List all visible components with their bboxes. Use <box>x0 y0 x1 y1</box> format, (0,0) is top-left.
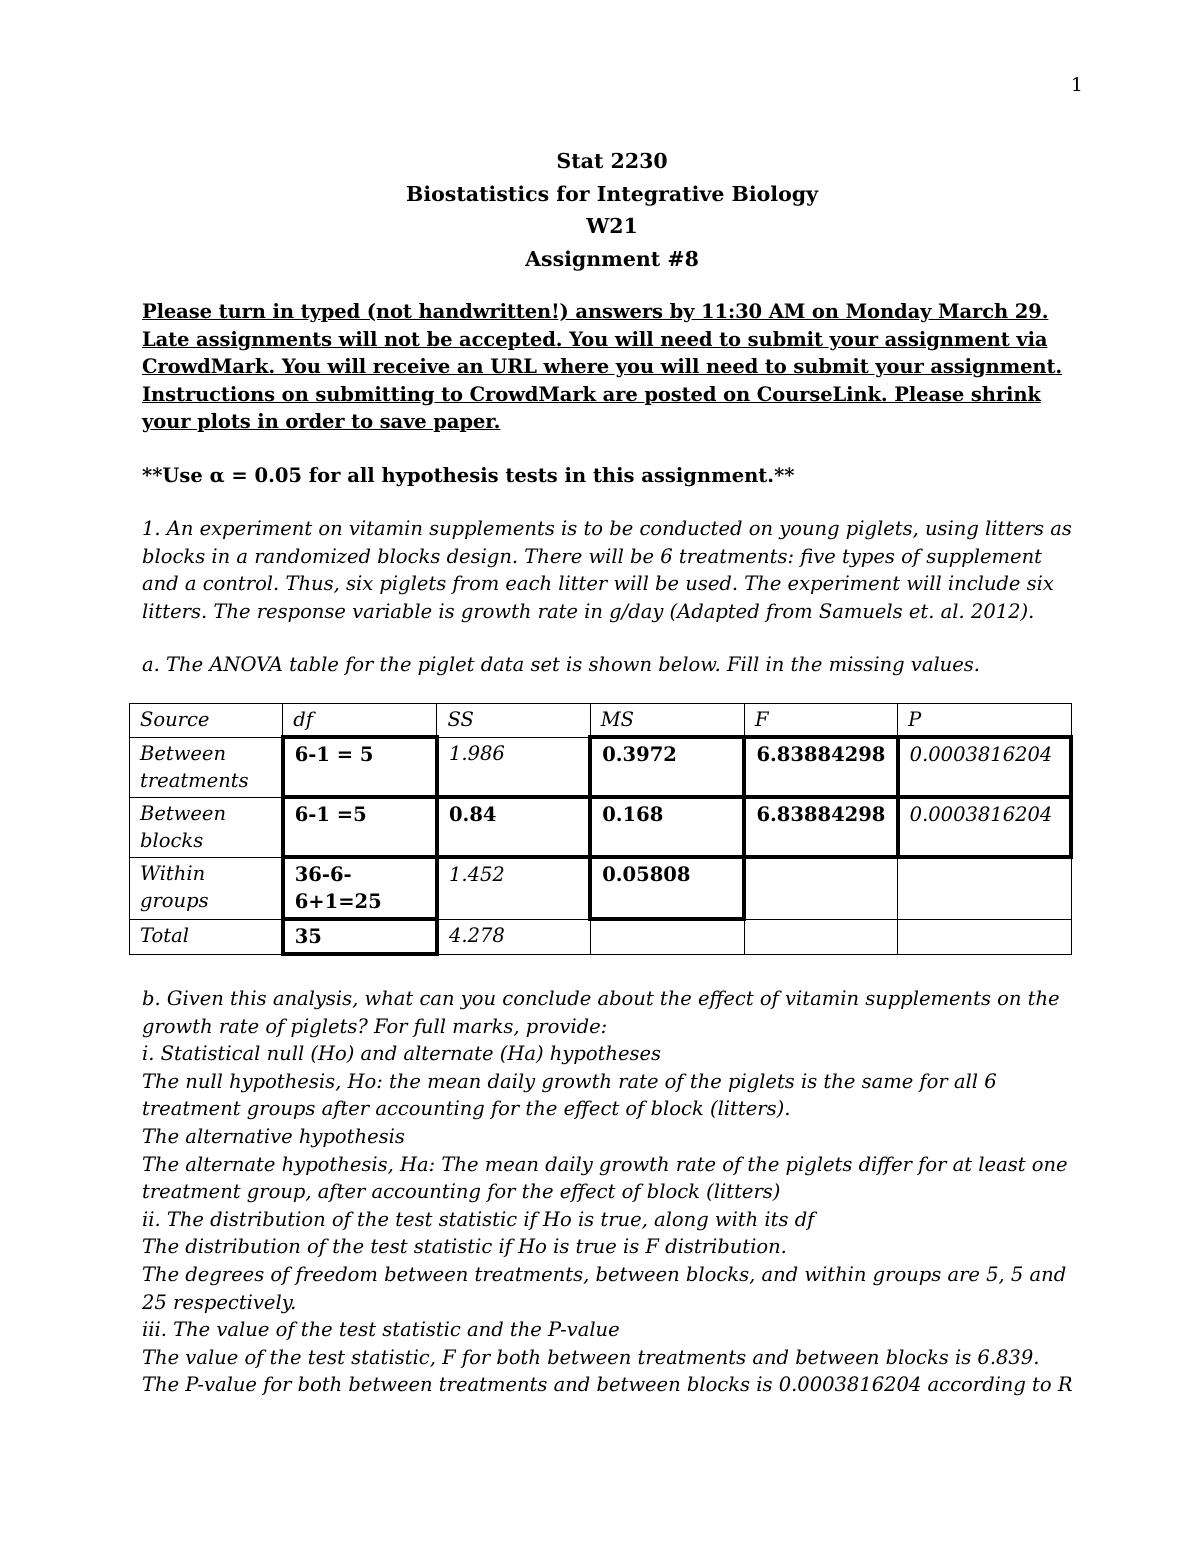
part-b-i: i. Statistical null (Ho) and alternate (Ha) hypotheses <box>142 1042 662 1066</box>
header-p: P <box>898 704 1071 738</box>
row-source: Within groups <box>130 857 283 919</box>
row-f: 6.83884298 <box>744 797 897 857</box>
row-df: 6-1 =5 <box>283 797 437 857</box>
part-b-prompt: b. Given this analysis, what can you conclude about the effect of vitamin supplements on the growth rate of piglets? For full marks, provide: <box>142 987 1060 1038</box>
row-df: 6-1 = 5 <box>283 737 437 797</box>
row-ms: 0.168 <box>590 797 744 857</box>
row-p: 0.0003816204 <box>898 797 1071 857</box>
row-ms: 0.3972 <box>590 737 744 797</box>
part-b-iii: iii. The value of the test statistic and the P-value <box>142 1318 620 1342</box>
row-df: 36-6-6+1=25 <box>283 857 437 919</box>
row-ms: 0.05808 <box>590 857 744 919</box>
alt-hypothesis-label: The alternative hypothesis <box>142 1124 405 1148</box>
row-df: 35 <box>283 919 437 954</box>
header-ms: MS <box>590 704 744 738</box>
table-row <box>130 737 1072 797</box>
part-b-ii: ii. The distribution of the test statistic if Ho is true, along with its df <box>142 1207 815 1231</box>
row-f <box>744 857 897 919</box>
p-value-answer: The P-value for both between treatments and between blocks is 0.0003816204 according to R <box>142 1373 1073 1397</box>
test-statistic-answer: The value of the test statistic, F for both between treatments and between blocks is 6.839. <box>142 1345 1040 1369</box>
header-df: df <box>283 704 437 738</box>
row-source: Total <box>130 919 283 954</box>
table-row <box>130 797 1072 857</box>
title-block <box>142 145 1082 275</box>
question-1a-text: a. The ANOVA table for the piglet data set is shown below. Fill in the missing values. <box>142 653 980 676</box>
table-row <box>130 919 1072 954</box>
row-ss: 1.452 <box>437 857 590 919</box>
row-ss: 0.84 <box>437 797 590 857</box>
question-1b <box>142 985 1082 1399</box>
row-f: 6.83884298 <box>744 737 897 797</box>
header-source: Source <box>130 704 283 738</box>
course-code: Stat 2230 <box>556 149 668 173</box>
row-ss: 1.986 <box>437 737 590 797</box>
distribution-answer: The distribution of the test statistic if Ho is true is F distribution. <box>142 1235 787 1259</box>
table-row <box>130 857 1072 919</box>
null-hypothesis: The null hypothesis, Ho: the mean daily growth rate of the piglets is the same for all 6 treatment groups after accounting for the effect of block (litters). <box>142 1069 997 1121</box>
course-title: Biostatistics for Integrative Biology <box>406 181 818 206</box>
term: W21 <box>586 214 638 238</box>
row-p: 0.0003816204 <box>898 737 1071 797</box>
page-number: 1 <box>1070 74 1083 96</box>
anova-table <box>129 703 1073 956</box>
assignment-title: Assignment #8 <box>525 246 699 271</box>
alt-hypothesis: The alternate hypothesis, Ha: The mean daily growth rate of the piglets differ for at least one treatment group, after accounting for the effect of block (litters) <box>142 1152 1068 1204</box>
row-f <box>744 919 897 954</box>
row-source: Between blocks <box>130 797 283 857</box>
table-header-row <box>130 704 1072 738</box>
header-ss: SS <box>437 704 590 738</box>
row-source: Between treatments <box>130 737 283 797</box>
row-p <box>898 857 1071 919</box>
submission-notice: Please turn in typed (not handwritten!) answers by 11:30 AM on Monday March 29. Late assignments will not be accepted. You will need to submit your assignment via CrowdMark. You will receive an URL where you will need to submit your assignment. Instructions on submitting to CrowdMark are posted on CourseLink. Please shrink your plots in order to save paper. <box>142 300 1063 433</box>
header-f: F <box>744 704 897 738</box>
document-body <box>140 145 1082 1397</box>
row-ms <box>590 919 744 954</box>
df-answer: The degrees of freedom between treatments, between blocks, and within groups are 5, 5 and 25 respectively. <box>142 1262 1067 1314</box>
row-p <box>898 919 1071 954</box>
alpha-note: **Use α = 0.05 for all hypothesis tests in this assignment.** <box>142 463 795 487</box>
question-1-text: 1. An experiment on vitamin supplements is to be conducted on young piglets, using litters as blocks in a randomized blocks design. There will be 6 treatments: five types of supplement and a control. Thus, six piglets from each litter will be used. The experiment will include six litters. The response variable is growth rate in g/day (Adapted from Samuels et. al. 2012). <box>142 517 1072 623</box>
row-ss: 4.278 <box>437 919 590 954</box>
